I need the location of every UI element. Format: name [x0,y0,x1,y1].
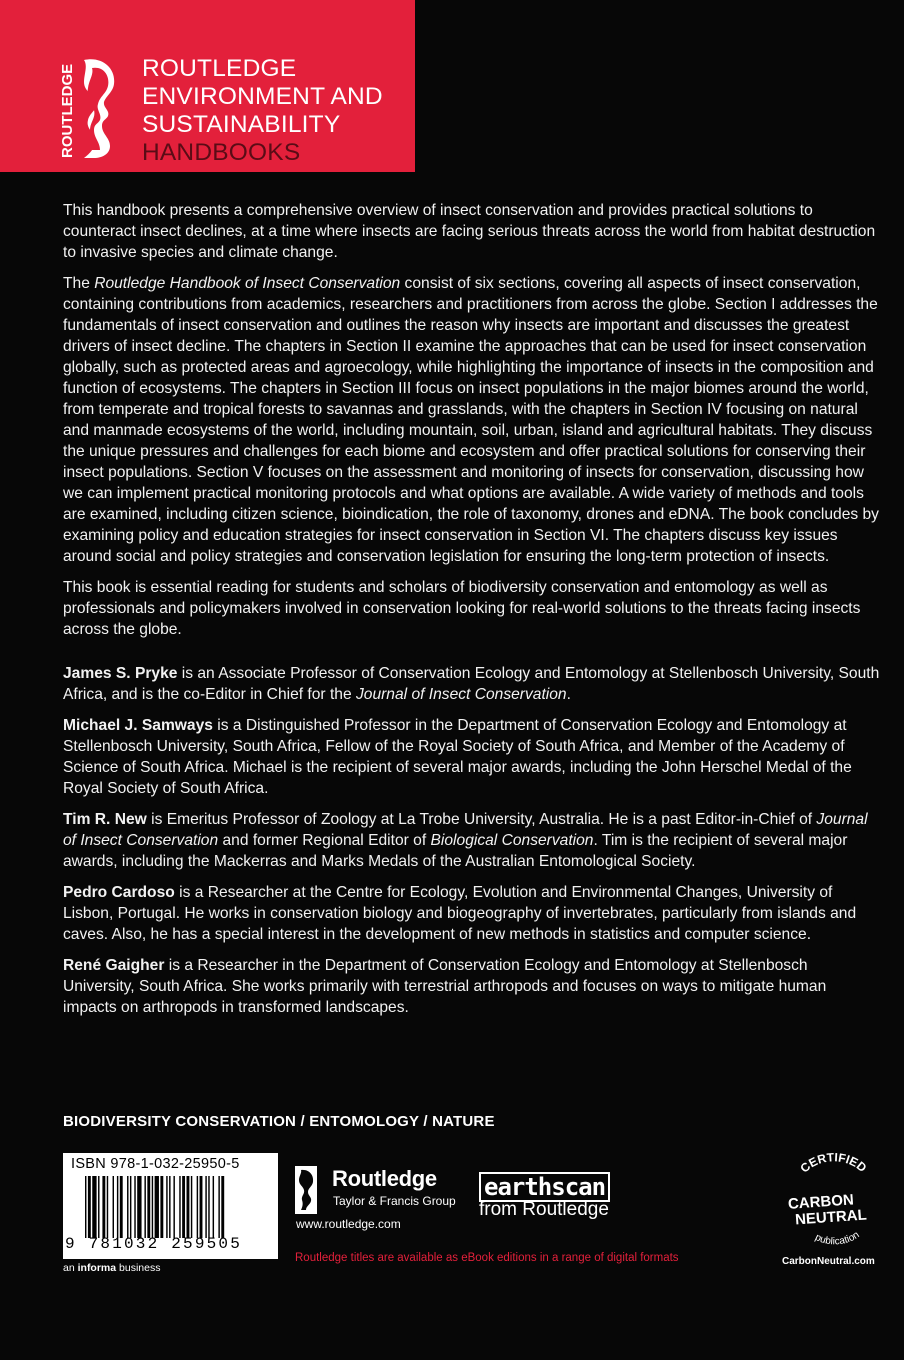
informa-business-label [63,1262,160,1274]
barcode-bar [182,1176,185,1238]
routledge-profile-logo [54,54,124,164]
editor-name: Pedro Cardoso [63,884,175,901]
barcode-bar [102,1176,105,1238]
editor-name: Tim R. New [63,811,147,828]
barcode-bar [137,1176,141,1238]
isbn-barcode [63,1153,278,1259]
editor-text: is a Researcher at the Centre for Ecology, Evolution and Environmental Changes, University of Lisbon, Portugal. He works in conservation biology and biogeography of invertebrates, particularly from islands and caves. Also, he has a special interest in the development of new methods in statistics and computer science. [63,884,857,943]
text-span: business [116,1262,161,1274]
editor-text: is Emeritus Professor of Zoology at La Trobe University, Australia. He is a past Editor-in-Chief of [146,811,817,828]
series-title-line: ROUTLEDGE [142,55,297,82]
barcode-bar [113,1176,114,1238]
barcode-bar [187,1176,190,1238]
journal-italic: Biological Conservation [430,832,594,849]
editor-bio-gaigher [63,955,883,1018]
description-paragraph-2 [63,273,883,567]
ebook-availability-note: Routledge titles are available as eBook editions in a range of digital formats [295,1252,679,1264]
earthscan-subtitle: from Routledge [479,1199,609,1220]
barcode-bar [160,1176,163,1238]
journal-italic: Journal of Insect Conservation [355,686,567,703]
description-paragraph-3: This book is essential reading for students and scholars of biodiversity conservation and entomology as well as professionals and policymakers involved in conservation looking for real-world solutions to the threats facing insects across the globe. [63,579,861,638]
editor-text: is a Researcher in the Department of Conservation Ecology and Entomology at Stellenbosch University, South Africa. She works primarily with terrestrial arthropods and focuses on ways to mitigate human impacts on arthropods in transformed landscapes. [63,957,827,1016]
editor-bio-pryke [63,663,883,705]
informa-word: informa [77,1262,117,1274]
barcode-bar [173,1176,174,1238]
barcode-bar [191,1176,192,1238]
barcode-bar [130,1176,131,1238]
editor-text: and former Regional Editor of [218,832,431,849]
description-paragraph-1: This handbook presents a comprehensive overview of insect conservation and provides practical solutions to counteract insect declines, at a time where insects are facing serious threats across the world from habitat destruction to invasive species and climate change. [63,202,876,261]
text-span: The [63,275,95,292]
barcode-bar [166,1176,167,1238]
book-title-italic: Routledge Handbook of Insect Conservation [94,275,401,292]
editor-name: Michael J. Samways [63,717,213,734]
barcode-bar [117,1176,118,1238]
barcode-digits: 9 781032 259505 [65,1235,243,1253]
series-title-handbooks: HANDBOOKS [142,139,301,166]
editor-bio-new [63,809,883,872]
barcode-bar [120,1176,123,1238]
barcode-bar [85,1176,86,1238]
routledge-logo-icon [295,1166,317,1214]
publisher-group: Taylor & Francis Group [333,1194,456,1208]
badge-carbon: CARBON [787,1191,855,1213]
series-title-line: SUSTAINABILITY [142,111,341,138]
isbn-number: ISBN 978-1-032-25950-5 [71,1156,240,1172]
badge-neutral: NEUTRAL [794,1206,868,1229]
barcode-bar [218,1176,219,1238]
barcode-bar [152,1176,153,1238]
editor-text: is an Associate Professor of Conservation Ecology and Entomology at Stellenbosch University, South Africa, and is the co-Editor in Chief for the [63,665,880,703]
barcode-bar [208,1176,209,1238]
publisher-name: Routledge [332,1166,437,1191]
series-title-line: ENVIRONMENT AND [142,83,383,110]
editor-text: is a Distinguished Professor in the Department of Conservation Ecology and Entomology at Stellenbosch University, South Africa, Fellow of the Royal Society of South Africa, and Member of the Academy of Science of South Africa. Michael is the recipient of several major awards, including the John Herschel Medal of the Royal Society of South Africa. [63,717,852,797]
barcode-bar [92,1176,96,1238]
barcode-bar [221,1176,224,1238]
barcode-bar [127,1176,128,1238]
back-cover-text [63,200,883,1028]
barcode-bar [155,1176,159,1238]
barcode-bar [200,1176,203,1238]
barcode-bars [85,1176,271,1238]
barcode-bar [134,1176,135,1238]
badge-publication: publication [813,1229,862,1248]
subject-categories: BIODIVERSITY CONSERVATION / ENTOMOLOGY / NATURE [63,1113,495,1130]
barcode-bar [213,1176,214,1238]
editor-bio-cardoso [63,882,883,945]
spacer [63,650,883,663]
carbon-neutral-url: CarbonNeutral.com [782,1256,875,1267]
text-span: consist of six sections, covering all aspects of insect conservation, containing contributions from academics, researchers and practitioners from across the globe. Section I addresses the fundamentals of insect conservation and outlines the reason why insects are important and discusses the greatest drivers of insect decline. The chapters in Section II examine the approaches that can be used for insect conservation globally, such as protected areas and agroecology, while highlighting the importance of insects in the composition and function of ecosystems. The chapters in Section III focus on insect populations in the major biomes around the world, from temperate and tropical forests to savannas and grasslands, with the chapters in Section IV focusing on natural and manmade ecosystems of the world, including mountain, soil, urban, island and agricultural habitats. They discuss the unique pressures and challenges for each biome and ecosystem and offer practical solutions for conserving their insect populations. Section V focuses on the assessment and monitoring of insects for conservation, discussing how we can implement practical monitoring protocols and what options are available. A wide variety of methods and tools are examined, including citizen science, bioindication, the role of taxonomy, drones and eDNA. The book concludes by examining policy and education strategies for insect conservation in Section VI. The chapters discuss key issues around social and policy strategies and conservation legislation for ensuring the long-term protection of insects. [63,275,879,565]
barcode-bar [169,1176,170,1238]
earthscan-logo: earthscan [479,1172,610,1202]
editor-text: . Tim is the recipient of several major awards, including the Mackerras and Marks Medals of the Australian Entomological Society. [63,832,848,870]
barcode-bar [88,1176,91,1238]
barcode-bar [98,1176,99,1238]
barcode-bar [144,1176,145,1238]
barcode-bar [197,1176,198,1238]
editor-text: . [566,686,571,703]
barcode-bar [179,1176,180,1238]
journal-italic: Journal of Insect Conservation [63,811,868,849]
barcode-bar [147,1176,150,1238]
publisher-url: www.routledge.com [296,1217,401,1231]
series-logo-text: ROUTLEDGE [59,63,76,158]
editor-name: James S. Pryke [63,665,178,682]
barcode-bar [205,1176,206,1238]
carbon-neutral-badge [780,1152,885,1252]
barcode-bar [107,1176,108,1238]
text-span: an [63,1262,78,1274]
badge-certified: CERTIFIED [797,1152,870,1176]
editor-bio-samways [63,715,883,799]
editor-name: René Gaigher [63,957,165,974]
series-banner [0,0,415,172]
series-title [142,55,383,167]
